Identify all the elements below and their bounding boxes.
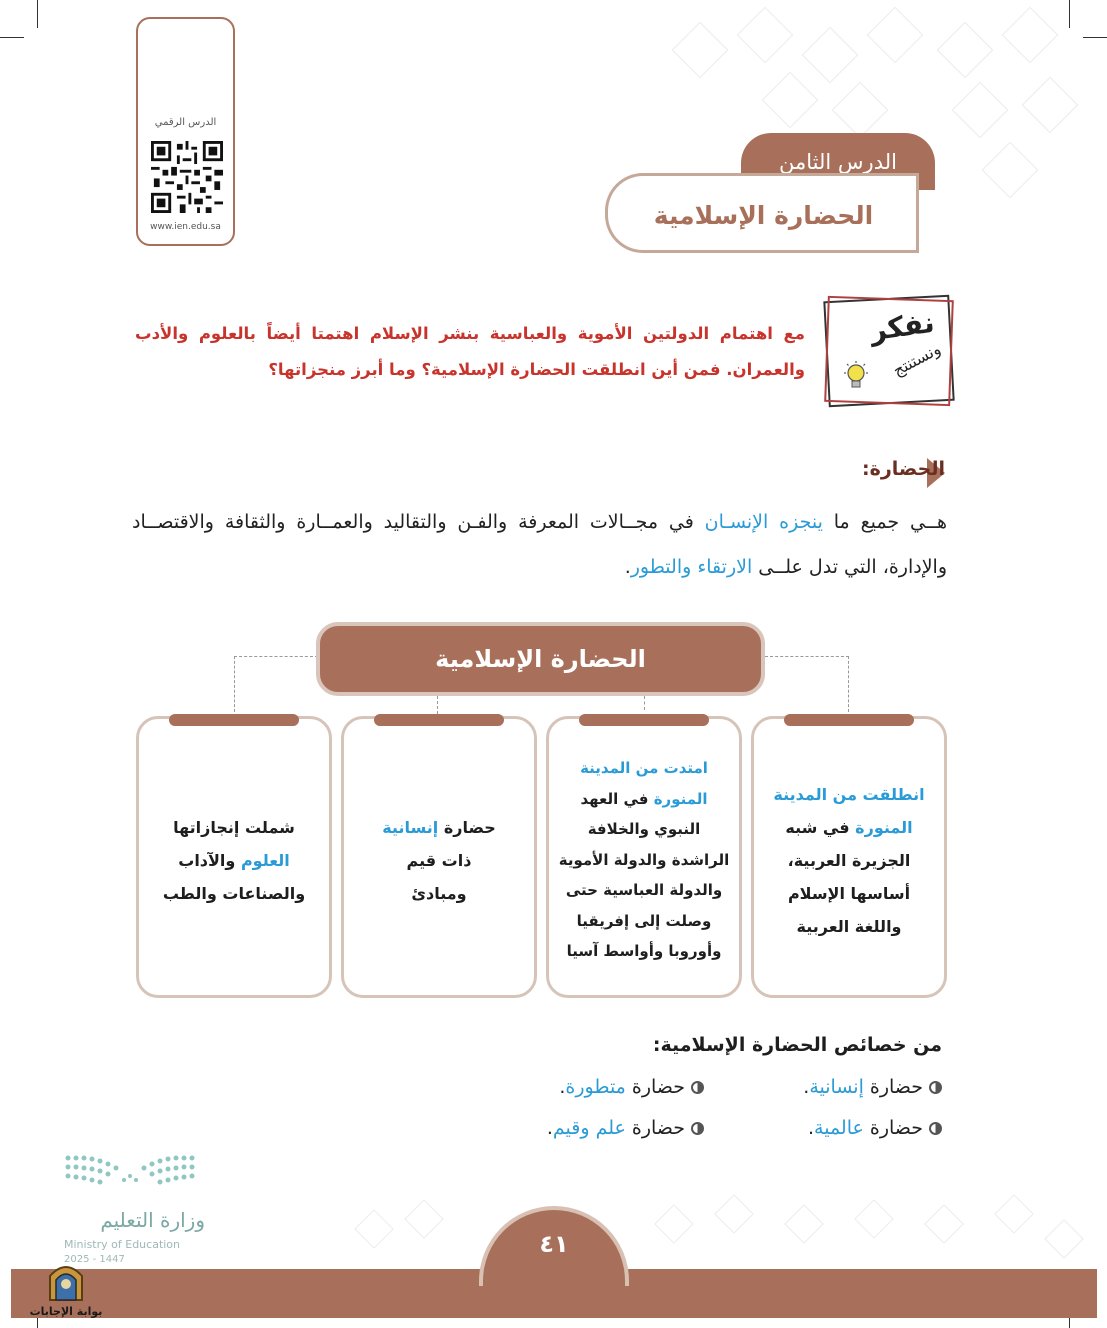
card-text [557,733,731,987]
bullet-icon [691,1122,704,1135]
characteristic-item [559,1076,704,1098]
definition-text: . [624,556,631,578]
card-rest: والآداب والصناعات والطب [162,850,306,903]
digital-lesson-card[interactable] [136,17,235,246]
diagram-card-humanity [341,716,537,998]
decorative-diamond [867,7,924,64]
characteristic-word: حضارة [631,1076,685,1098]
diagram-card-origin [751,716,947,998]
decorative-diamond [672,22,729,79]
characteristic-word: حضارة [869,1076,923,1098]
crop-mark [0,37,24,38]
decorative-diamond [924,1204,964,1244]
bullet-icon [691,1081,704,1094]
characteristic-item [547,1117,704,1139]
decorative-diamond [832,82,889,139]
definition-text: في مجــالات المعرفة والفـن والتقاليد والعمــارة والثقافة والاقتصــاد والإدارة، التي تدل علــى [132,511,947,578]
decorative-diamond [404,1199,444,1239]
ministry-year: 2025 - 1447 [64,1254,125,1265]
decorative-diamond [654,1204,694,1244]
badge-main-text: نفكر [867,305,936,348]
card-rest: في العهد النبوي والخلافة الراشدة والدولة الأموية والدولة العباسية حتى وصلت إلى إفريقيا وأوروبا وأواسط آسيا [558,789,730,961]
card-pre: حضارة [443,817,496,837]
digital-lesson-url[interactable]: www.ien.edu.sa [150,222,221,232]
card-cap [579,714,709,726]
card-cap [784,714,914,726]
definition-paragraph [132,500,947,590]
decorative-diamond [802,27,859,84]
decorative-diamond [994,1194,1034,1234]
card-rest: في شبه الجزيرة العربية، أساسها الإسلام واللغة العربية [785,817,911,936]
lesson-title: الحضارة الإسلامية [605,173,919,253]
decorative-diamond [1002,7,1059,64]
card-cap [374,714,504,726]
characteristic-highlight: متطورة [565,1076,626,1098]
decorative-diamond [762,72,819,129]
decorative-diamond [1022,77,1079,134]
definition-highlight: ينجزه الإنسـان [704,511,823,533]
crop-mark [37,0,38,28]
characteristic-item [803,1076,942,1098]
card-text [352,733,526,987]
bullet-icon [929,1081,942,1094]
characteristic-word: حضارة [869,1117,923,1139]
qr-code-icon[interactable] [151,141,223,213]
decorative-diamond [937,22,994,79]
card-highlight: العلوم [240,850,290,870]
characteristic-end: . [546,1117,553,1139]
ministry-name-en: Ministry of Education [64,1238,181,1251]
badge-sub-text: ونستنتج [889,339,944,380]
ministry-emblem-icon [60,1150,200,1200]
answers-portal-logo[interactable] [28,1258,104,1320]
decorative-diamond [714,1194,754,1234]
diagram-title: الحضارة الإسلامية [316,622,765,696]
decorative-diamond [854,1199,894,1239]
characteristic-end: . [807,1117,815,1139]
diagram-card-expansion [546,716,742,998]
decorative-diamond [1044,1219,1084,1259]
card-text [147,733,321,987]
decorative-diamond [784,1204,824,1244]
characteristic-end: . [803,1076,810,1098]
decorative-diamond [737,7,794,64]
characteristic-end: . [559,1076,566,1098]
ministry-name-ar: وزارة التعليم [100,1208,205,1232]
card-text [762,733,936,987]
card-highlight: امتدت من المدينة [580,759,708,778]
decorative-diamond [952,82,1009,139]
characteristic-item [808,1117,942,1139]
card-highlight: إنسانية [382,817,439,837]
ministry-logo [60,1150,205,1270]
think-conclude-badge [826,298,952,404]
crop-mark [1069,0,1070,28]
card-rest: ذات قيم ومبادئ [406,850,472,903]
decorative-diamond [982,142,1039,199]
connector-line [437,696,438,714]
definition-highlight: الارتقاء والتطور [630,556,753,578]
connector-line [234,656,318,712]
characteristic-highlight: علم وقيم [552,1117,626,1139]
connector-line [644,696,645,710]
card-highlight: انطلقت من المدينة المنورة [773,784,925,837]
connector-line [765,656,849,712]
characteristic-highlight: عالمية [814,1117,864,1139]
card-cap [169,714,299,726]
digital-lesson-label: الدرس الرقمي [154,117,217,128]
lightbulb-icon [842,360,870,392]
card-highlight: المنورة [653,789,708,808]
bullet-icon [929,1122,942,1135]
think-question-text: مع اهتمام الدولتين الأموية والعباسية بنشر الإسلام اهتمتا أيضاً بالعلوم والأدب والعمران. فمن أين انطلقت الحضارة الإسلامية؟ وما أبرز منجزاتها؟ [135,324,805,379]
card-pre: شملت إنجازاتها [173,817,295,837]
diagram-card-achievements [136,716,332,998]
characteristic-word: حضارة [631,1117,685,1139]
characteristic-highlight: إنسانية [809,1076,864,1098]
definition-text: هــي جميع ما [822,511,947,533]
portal-emblem-icon [44,1258,88,1302]
characteristics-heading: من خصائص الحضارة الإسلامية: [652,1034,942,1056]
portal-label: بوابة الإجابات [29,1305,103,1318]
decorative-diamond [354,1209,394,1249]
definition-heading: الحضارة: [862,458,945,480]
lesson-number-tab: الدرس الثامن [741,133,935,190]
page-number: ٤١ [479,1206,629,1286]
crop-mark [1083,37,1107,38]
